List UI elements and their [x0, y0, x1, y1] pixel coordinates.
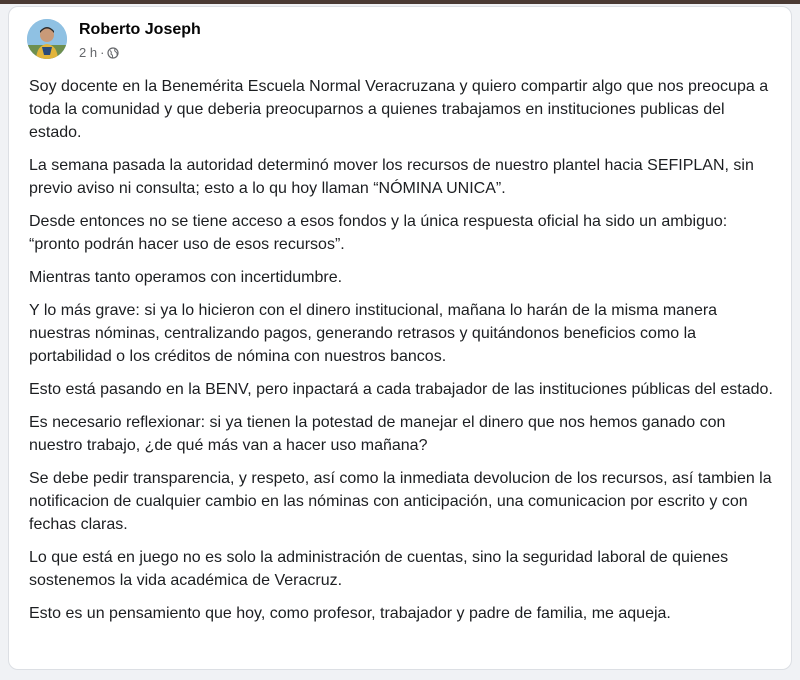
post-paragraph: Mientras tanto operamos con incertidumbre.: [29, 269, 343, 286]
post-paragraph: Soy docente en la Benemérita Escuela Normal Veracruzana y quiero compartir algo que nos preocupa a toda la comunidad y que deberia preocuparnos a quienes trabajamos en instituciones publicas del estado.: [29, 78, 769, 141]
avatar[interactable]: [27, 19, 67, 59]
globe-icon[interactable]: [107, 47, 119, 59]
post-paragraph: Esto es un pensamiento que hoy, como profesor, trabajador y padre de familia, me aqueja.: [29, 605, 671, 622]
post-paragraph: Se debe pedir transparencia, y respeto, así como la inmediata devolucion de los recursos, así tambien la notificacion de cualquier cambio en las nóminas con anticipación, una comunicacion por escrito y con fechas claras.: [29, 470, 772, 533]
post-body: [29, 75, 779, 635]
post-paragraph: Lo que está en juego no es solo la administración de cuentas, sino la seguridad laboral de quienes sostenemos la vida académica de Veracruz.: [29, 549, 729, 589]
author-name[interactable]: Roberto Joseph: [79, 21, 201, 38]
post-card: [8, 6, 792, 670]
post-paragraph: Es necesario reflexionar: si ya tienen la potestad de manejar el dinero que nos hemos ganado con nuestro trabajo, ¿de qué más van a hacer uso mañana?: [29, 414, 726, 454]
post-paragraph: Desde entonces no se tiene acceso a esos fondos y la única respuesta oficial ha sido un ambiguo: “pronto podrán hacer uso de esos recursos”.: [29, 213, 728, 253]
meta-separator: ·: [100, 45, 105, 60]
post-meta: [79, 45, 119, 60]
post-paragraph: La semana pasada la autoridad determinó mover los recursos de nuestro plantel hacia SEFIPLAN, sin previo aviso ni consulta; esto a lo qu hoy llaman “NÓMINA UNICA”.: [29, 157, 754, 197]
post-timestamp[interactable]: 2 h: [79, 45, 98, 60]
top-image-edge: [0, 0, 800, 4]
post-paragraph: Y lo más grave: si ya lo hicieron con el dinero institucional, mañana lo harán de la misma manera nuestras nóminas, centralizando pagos, generando retrasos y quitándonos beneficios como la portabilidad o los créditos de nómina con nuestros bancos.: [29, 302, 718, 365]
avatar-photo: [27, 19, 67, 59]
post-paragraph: Esto está pasando en la BENV, pero inpactará a cada trabajador de las instituciones públicas del estado.: [29, 381, 773, 398]
